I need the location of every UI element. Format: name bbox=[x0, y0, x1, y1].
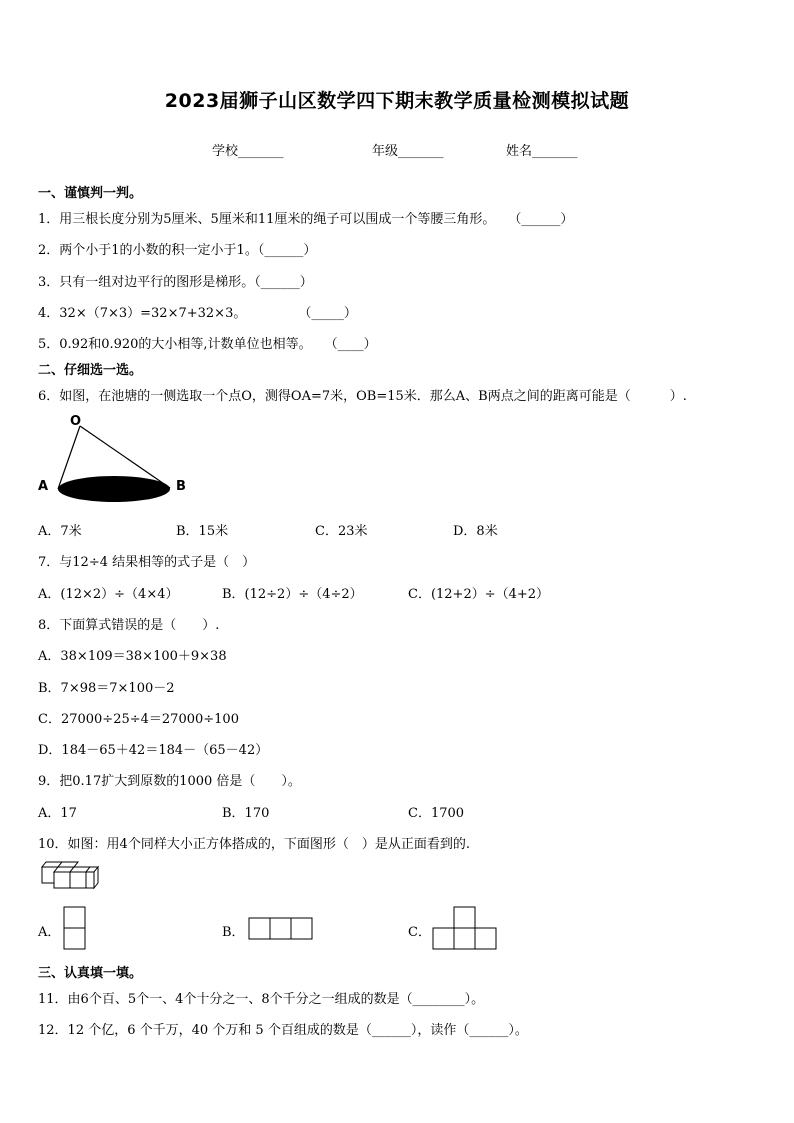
pond-shape bbox=[58, 476, 170, 502]
question-1: 1．用三根长度分别为5厘米、5厘米和11厘米的绳子可以围成一个等腰三角形。 （______） bbox=[38, 212, 574, 227]
page-title: 2023届狮子山区数学四下期末教学质量检测模拟试题 bbox=[164, 90, 630, 112]
q6-option-d: D．8米 bbox=[453, 524, 498, 539]
question-5: 5．0.92和0.920的大小相等,计数单位也相等。 （____） bbox=[38, 337, 377, 352]
section-3-heading: 三、认真填一填。 bbox=[38, 966, 143, 981]
school-field: 学校_______ bbox=[212, 144, 284, 159]
question-12: 12．12 个亿，6 个千万，40 个万和 5 个百组成的数是（______），读作（______）。 bbox=[38, 1023, 528, 1038]
q10-option-a-figure bbox=[63, 906, 87, 952]
q9-option-c: C．1700 bbox=[408, 806, 465, 821]
q10-option-a-label: A． bbox=[38, 925, 61, 940]
q10-option-b-label: B． bbox=[222, 925, 245, 940]
section-2-heading: 二、仔细选一选。 bbox=[38, 363, 143, 378]
name-field: 姓名_______ bbox=[506, 144, 578, 159]
q10-option-c-label: C． bbox=[408, 925, 431, 940]
question-6: 6．如图，在池塘的一侧选取一个点O，测得OA=7米，OB=15米．那么A、B两点之间的距离可能是（ ）. bbox=[38, 389, 687, 404]
q6-option-b: B．15米 bbox=[176, 524, 229, 539]
q8-option-a: A．38×109＝38×100＋9×38 bbox=[38, 649, 227, 664]
section-1-heading: 一、谨慎判一判。 bbox=[38, 186, 143, 201]
question-11: 11．由6个百、5个一、4个十分之一、8个千分之一组成的数是（________）。 bbox=[38, 992, 485, 1007]
q7-option-b: B．(12÷2）÷（4÷2） bbox=[222, 587, 363, 602]
question-2: 2．两个小于1的小数的积一定小于1。（______） bbox=[38, 243, 317, 258]
q9-option-b: B．170 bbox=[222, 806, 270, 821]
question-4: 4．32×（7×3）=32×7+32×3。 （_____） bbox=[38, 306, 357, 321]
q8-option-b: B．7×98＝7×100－2 bbox=[38, 681, 175, 696]
q7-option-c: C．(12+2）÷（4+2） bbox=[408, 587, 550, 602]
pond-figure bbox=[34, 412, 194, 508]
question-10: 10．如图：用4个同样大小正方体搭成的，下面图形（ ）是从正面看到的. bbox=[38, 837, 470, 852]
question-3: 3．只有一组对边平行的图形是梯形。（______） bbox=[38, 275, 313, 290]
question-7: 7．与12÷4 结果相等的式子是（ ） bbox=[38, 555, 256, 570]
q7-option-a: A．(12×2）÷（4×4） bbox=[38, 587, 179, 602]
q8-option-c: C．27000÷25÷4＝27000÷100 bbox=[38, 712, 239, 727]
q10-option-b-figure bbox=[248, 917, 314, 943]
point-o-label: O bbox=[70, 414, 82, 429]
question-8: 8．下面算式错误的是（ ）. bbox=[38, 618, 220, 633]
q6-option-c: C．23米 bbox=[315, 524, 368, 539]
grade-field: 年级_______ bbox=[372, 144, 444, 159]
point-b-label: B bbox=[176, 479, 186, 494]
q6-option-a: A．7米 bbox=[38, 524, 82, 539]
q9-option-a: A．17 bbox=[38, 806, 77, 821]
q10-option-c-figure bbox=[432, 906, 498, 952]
point-a-label: A bbox=[38, 479, 49, 494]
question-9: 9．把0.17扩大到原数的1000 倍是（ ）。 bbox=[38, 774, 301, 789]
q8-option-d: D．184－65＋42＝184－（65－42） bbox=[38, 743, 269, 758]
cube-stack-figure bbox=[38, 860, 102, 896]
